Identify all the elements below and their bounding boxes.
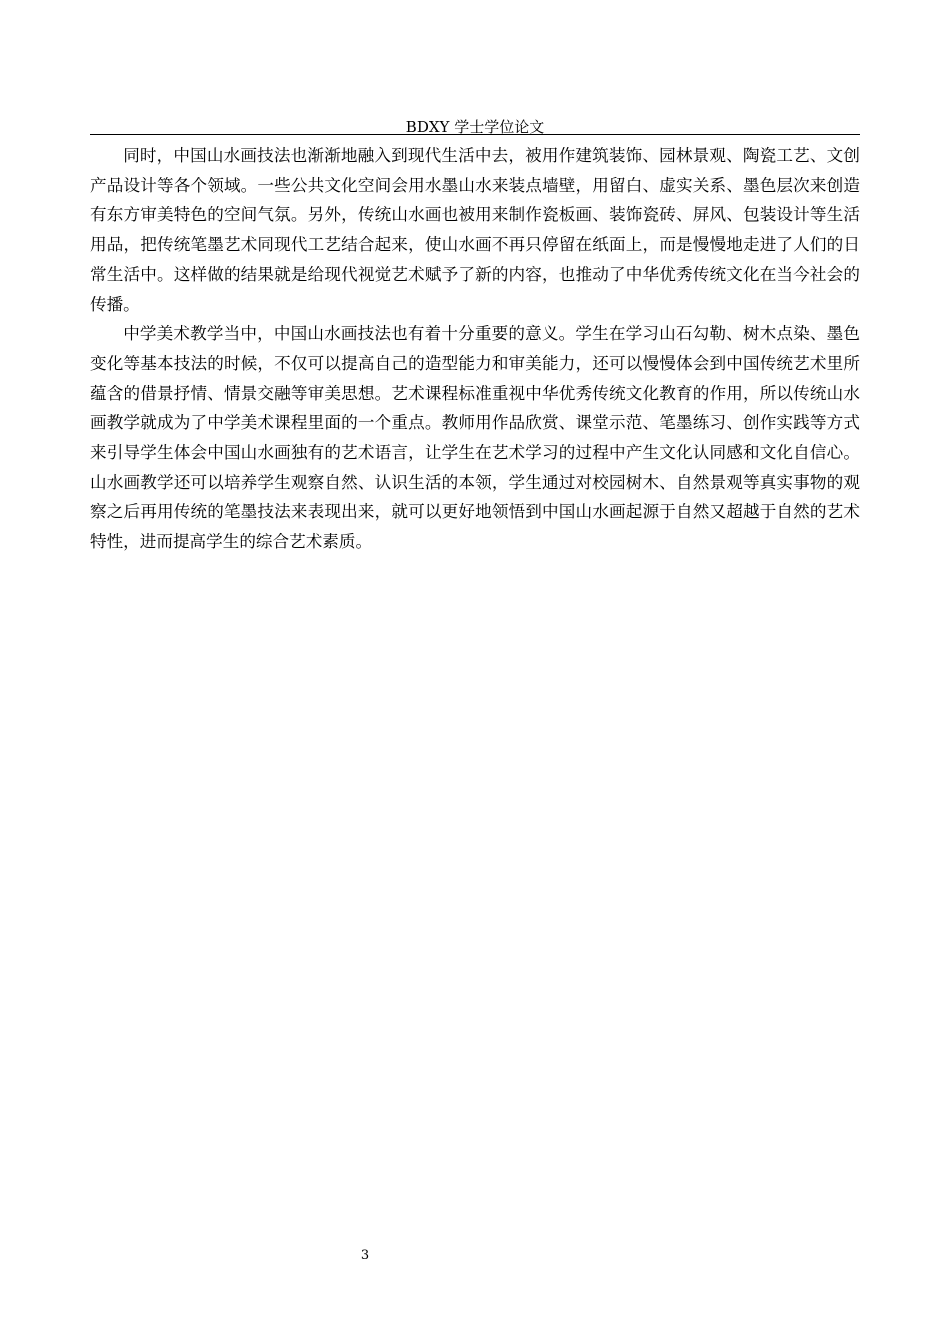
body-text bbox=[90, 141, 860, 557]
paragraph-1: 同时，中国山水画技法也渐渐地融入到现代生活中去，被用作建筑装饰、园林景观、陶瓷工艺、文创产品设计等各个领域。一些公共文化空间会用水墨山水来装点墙壁，用留白、虚实关系、墨色层次来创造有东方审美特色的空间气氛。另外，传统山水画也被用来制作瓷板画、装饰瓷砖、屏风、包装设计等生活用品，把传统笔墨艺术同现代工艺结合起来，使山水画不再只停留在纸面上，而是慢慢地走进了人们的日常生活中。这样做的结果就是给现代视觉艺术赋予了新的内容，也推动了中华优秀传统文化在当今社会的传播。 bbox=[90, 146, 860, 314]
page-header-title: BDXY 学士学位论文 bbox=[405, 118, 545, 136]
header-divider bbox=[90, 134, 860, 135]
page-number: 3 bbox=[360, 1248, 370, 1263]
paragraph-2: 中学美术教学当中，中国山水画技法也有着十分重要的意义。学生在学习山石勾勒、树木点染、墨色变化等基本技法的时候，不仅可以提高自己的造型能力和审美能力，还可以慢慢体会到中国传统艺术里所蕴含的借景抒情、情景交融等审美思想。艺术课程标准重视中华优秀传统文化教育的作用，所以传统山水画教学就成为了中学美术课程里面的一个重点。教师用作品欣赏、课堂示范、笔墨练习、创作实践等方式来引导学生体会中国山水画独有的艺术语言，让学生在艺术学习的过程中产生文化认同感和文化自信心。山水画教学还可以培养学生观察自然、认识生活的本领，学生通过对校园树木、自然景观等真实事物的观察之后再用传统的笔墨技法来表现出来，就可以更好地领悟到中国山水画起源于自然又超越于自然的艺术特性，进而提高学生的综合艺术素质。 bbox=[90, 324, 860, 552]
